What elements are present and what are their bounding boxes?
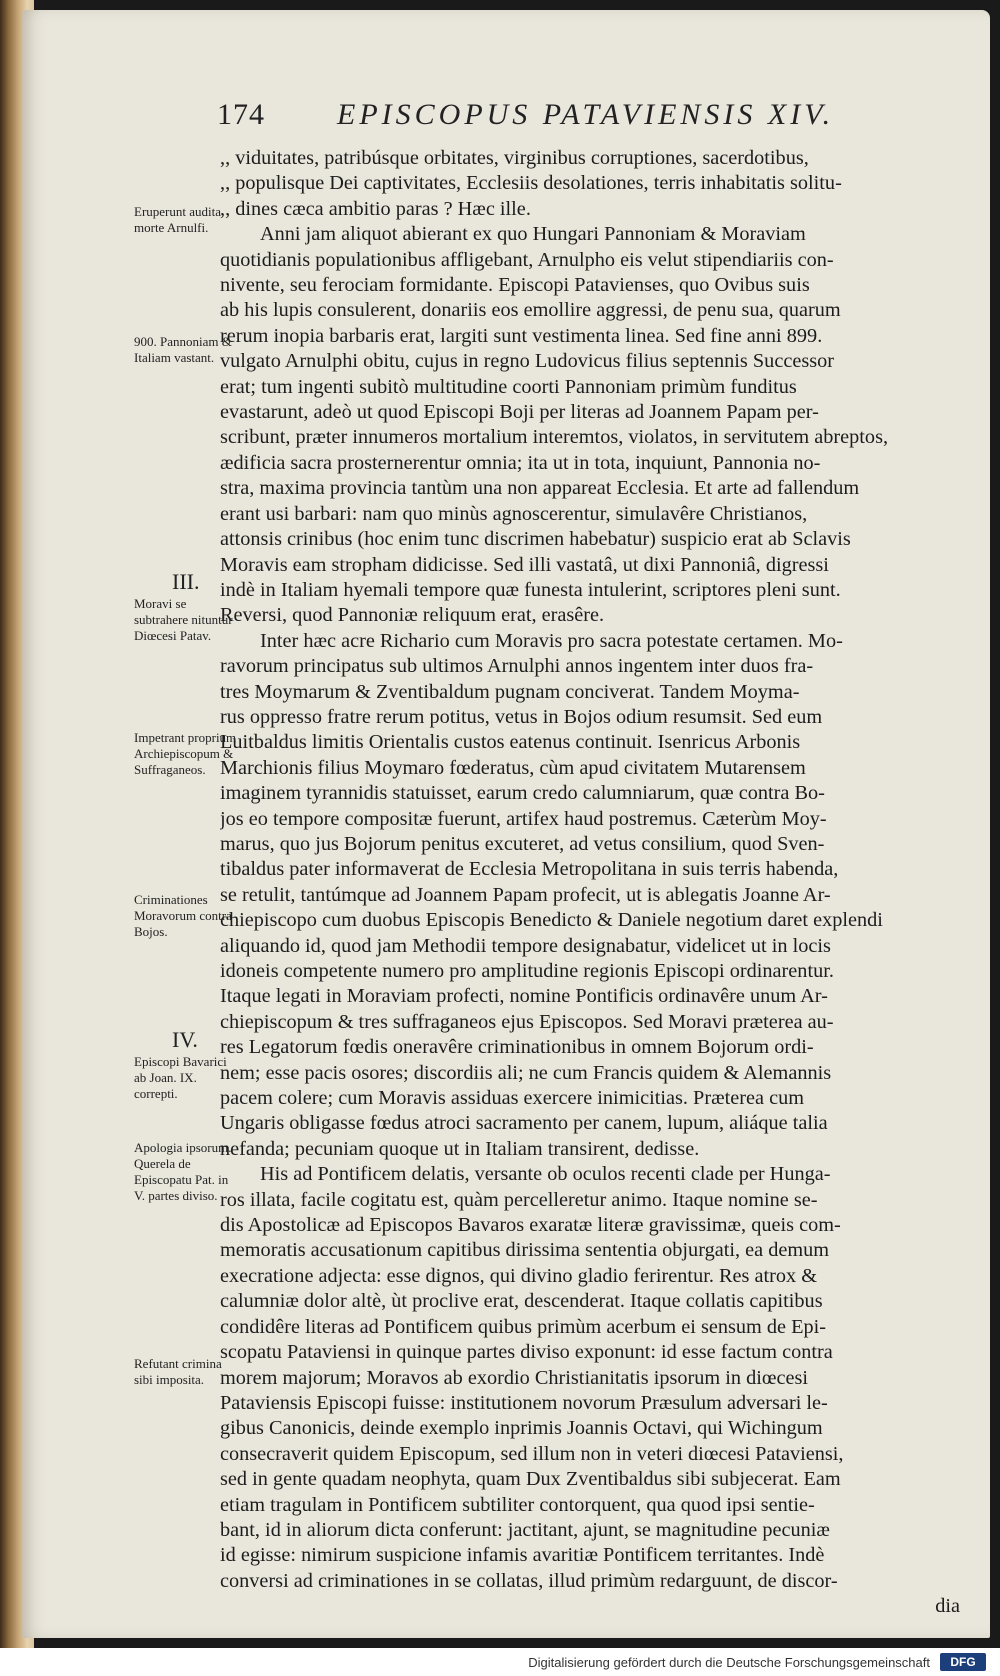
text-line: ros illata, facile cogitatu est, quàm percelleretur animo. Itaque nomine se- xyxy=(220,1188,818,1211)
text-line: morem majorum; Moravos ab exordio Christianitatis ipsorum in diœcesi xyxy=(220,1366,809,1389)
margin-note: IV. xyxy=(172,1027,198,1052)
text-line: ,, dines cæca ambitio paras ? Hæc ille. xyxy=(220,197,531,220)
text-line: vulgato Arnulphi obitu, cujus in regno Ludovicus filius septennis Successor xyxy=(220,350,835,373)
margin-note: III. xyxy=(172,569,200,594)
text-line: Marchionis filius Moymaro fœderatus, cùm apud civitatem Mutarensem xyxy=(220,756,806,779)
text-line: imaginem tyrannidis statuisset, earum credo calumniarum, quæ contra Bo- xyxy=(220,782,825,805)
text-line: evastarunt, adeò ut quod Episcopi Boji per literas ad Joannem Papam per- xyxy=(220,401,819,424)
text-line: marus, quo jus Bojorum penitus excuteret, ad vetus consilium, quod Sven- xyxy=(220,832,825,855)
text-line: Itaque legati in Moraviam profecti, nomine Pontificis ordinavêre unum Ar- xyxy=(220,985,828,1008)
margin-note: Criminationes Moravorum contra Bojos. xyxy=(134,892,232,939)
text-line: ab his lupis consulerent, donariis eos emollire aggressi, de penu sua, quarum xyxy=(220,299,841,322)
text-line: ,, populisque Dei captivitates, Ecclesiis desolationes, terris inhabitatis solitu- xyxy=(220,172,842,195)
text-line: Luitbaldus limitis Orientalis custos eatenus continuit. Isenricus Arbonis xyxy=(220,731,801,754)
text-line: idoneis competente numero pro amplitudine regionis Episcopi ordinarentur. xyxy=(220,960,834,982)
text-line: scribunt, præter innumeros mortalium interemtos, violatos, in servitutem abreptos, xyxy=(220,426,889,449)
margin-note: Impetrant proprium Archiepiscopum & Suffraganeos. xyxy=(134,730,237,777)
text-line: quotidianis populationibus affligebant, Arnulpho eis velut stipendiariis con- xyxy=(220,248,834,271)
text-line: rus oppresso fratre rerum potitus, vetus in Bojos odium resumsit. Sed eum xyxy=(220,705,823,728)
text-line: memoratis accusationum capitibus dirissima sententia objurgati, ea demum xyxy=(220,1239,830,1262)
text-line: etiam tragulam in Pontificem subtiliter contorquent, qua quod ipsi sentie- xyxy=(220,1493,815,1516)
margin-note: Eruperunt audita morte Arnulfi. xyxy=(134,204,221,235)
text-line: ravorum principatus sub ultimos Arnulphi annos ingentem inter duos fra- xyxy=(220,655,814,678)
text-line: nivente, seu ferociam formidante. Episcopi Patavienses, quo Ovibus suis xyxy=(220,274,810,297)
text-line: ædificia sacra prosternerentur omnia; ita ut in tota, inquiunt, Pannonia no- xyxy=(220,451,821,474)
dfg-logo: DFG xyxy=(940,1653,986,1671)
text-line: chiepiscopo cum duobus Episcopis Benedicto & Daniele negotium daret explendi xyxy=(220,909,883,932)
text-line: bant, id in aliorum dicta conferunt: jactitant, ajunt, se magnitudine pecuniæ xyxy=(220,1518,830,1541)
book-page xyxy=(22,10,990,1638)
margin-note: 900. Pannoniam & Italiam vastant. xyxy=(134,334,232,365)
text-line: jos eo tempore compositæ fuerunt, artifex haud postremus. Cæterùm Moy- xyxy=(220,807,827,830)
text-line: Ungaris obligasse fœdus atroci sacramento per canem, lupum, aliáque talia xyxy=(220,1112,828,1135)
text-line: erat; tum ingenti subitò multitudine coorti Pannoniam primùm funditus xyxy=(220,375,797,398)
text-line: attonsis crinibus (hoc enim tunc discrimen habebatur) suspicio erat ab Sclavis xyxy=(220,528,851,551)
text-line: sed in gente quadam neophyta, quam Dux Zventibaldus sibi subjecerat. Eam xyxy=(220,1468,841,1491)
text-line: res Legatorum fœdis oneravêre criminationibus in omnem Bojorum ordi- xyxy=(220,1036,814,1059)
text-line: nefanda; pecuniam quoque ut in Italiam transirent, dedisse. xyxy=(220,1137,700,1160)
margin-note: Episcopi Bavarici ab Joan. IX. correpti. xyxy=(134,1054,227,1101)
text-line: tibaldus pater informaverat de Ecclesia Metropolitana in suis terris habenda, xyxy=(220,858,839,881)
text-line: rerum inopia barbaris erat, largiti sunt vestimenta linea. Sed fine anni 899. xyxy=(220,324,823,347)
text-line: aliquando id, quod jam Methodii tempore designabatur, videlicet ut in locis xyxy=(220,934,831,957)
text-line: pacem colere; cum Moravis assiduas exercere inimicitias. Præterea cum xyxy=(220,1087,804,1110)
footer-credit: Digitalisierung gefördert durch die Deutsche Forschungsgemeinschaft xyxy=(528,1655,930,1670)
footer-bar xyxy=(0,1648,1000,1676)
text-line: chiepiscopum & tres suffraganeos ejus Episcopos. Sed Moravi præterea au- xyxy=(220,1010,834,1033)
text-line: conversi ad criminationes in se collatas, illud primùm redarguunt, de discor- xyxy=(220,1569,838,1592)
text-line: dis Apostolicæ ad Episcopos Bavaros exaratæ literæ gravissimæ, queis com- xyxy=(220,1214,841,1237)
text-line: His ad Pontificem delatis, versante ob oculos recenti clade per Hunga- xyxy=(260,1163,831,1186)
text-line: condidêre literas ad Pontificem quibus primùm acerbum ei sensum de Epi- xyxy=(220,1315,827,1338)
margin-note: Apologia ipsorum. Querela de Episcopatu Pat. in V. partes diviso. xyxy=(134,1140,232,1203)
page-number: 174 xyxy=(217,98,265,131)
text-line: se retulit, tantúmque ad Joannem Papam profecit, ut is ablegatis Joanne Ar- xyxy=(220,883,831,906)
text-line: calumniæ dolor altè, ùt proclive erat, descenderat. Itaque collatis capitibus xyxy=(220,1290,823,1313)
text-line: scopatu Pataviensi in quinque partes diviso exponunt: id esse factum contra xyxy=(220,1341,833,1364)
text-line: stra, maxima provincia tantùm una non appareat Ecclesia. Et arte ad fallendum xyxy=(220,477,860,500)
body-text xyxy=(220,146,960,1620)
margin-note: Refutant crimina sibi imposita. xyxy=(134,1356,222,1387)
text-line: Pataviensis Episcopi fuisse: institutionem novorum Præsulum adversari le- xyxy=(220,1391,828,1414)
text-line: tres Moymarum & Zventibaldum pugnam conciverat. Tandem Moyma- xyxy=(220,680,800,703)
text-line: indè in Italiam hyemali tempore quæ funesta intulerint, scriptores pleni sunt. xyxy=(220,578,841,601)
text-line: Reversi, quod Pannoniæ reliquum erat, erasêre. xyxy=(220,604,605,627)
text-line: gibus Canonicis, deinde exemplo inprimis Joannis Octavi, qui Wichingum xyxy=(220,1417,823,1440)
text-line: execratione adjecta: esse dignos, qui divino gladio ferirentur. Res atrox & xyxy=(220,1264,817,1287)
text-line: Moravis eam stropham didicisse. Sed illi vastatâ, ut dixi Pannoniâ, digressi xyxy=(220,553,829,576)
text-line: dia xyxy=(935,1595,960,1618)
text-line: nem; esse pacis osores; discordiis ali; ne cum Francis quidem & Alemannis xyxy=(220,1061,832,1084)
text-line: id egisse: nimirum suspicione infamis avaritiæ Pontificem territantes. Indè xyxy=(220,1544,825,1567)
text-line: Inter hæc acre Richario cum Moravis pro sacra potestate certamen. Mo- xyxy=(260,629,843,652)
margin-note: Moravi se subtrahere nituntur Diœcesi Patav. xyxy=(134,596,233,643)
text-line: consecraverit quidem Episcopum, sed illum non in veteri diœcesi Pataviensi, xyxy=(220,1442,844,1465)
text-line: erant usi barbari: nam quo minùs agnoscerentur, simulavêre Christianos, xyxy=(220,502,808,525)
text-line: ,, viduitates, patribúsque orbitates, virginibus corruptiones, sacerdotibus, xyxy=(220,147,809,169)
running-title: EPISCOPUS PATAVIENSIS XIV. xyxy=(337,98,835,131)
text-line: Anni jam aliquot abierant ex quo Hungari Pannoniam & Moraviam xyxy=(260,223,806,246)
